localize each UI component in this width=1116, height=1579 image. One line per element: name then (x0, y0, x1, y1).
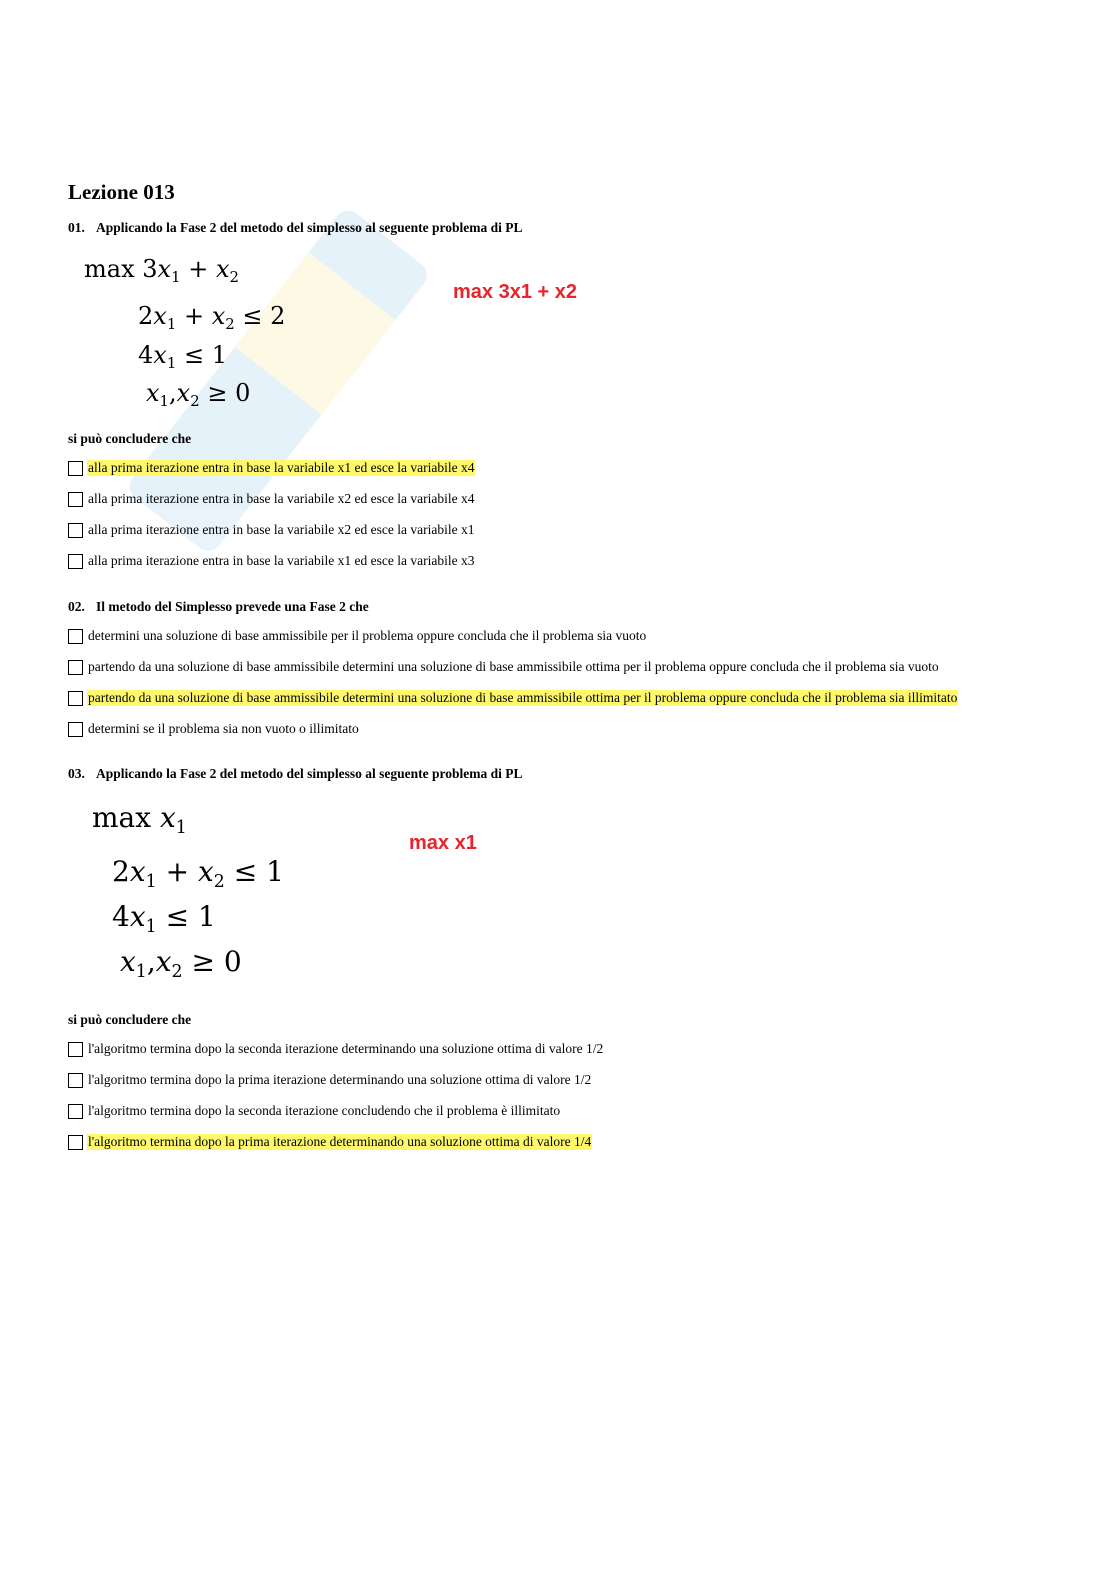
question-2-number: 02. (68, 599, 85, 614)
question-2-heading (68, 599, 369, 615)
question-3-number: 03. (68, 766, 85, 781)
q3-constraint-2: $4x_1 \le 1$ (112, 900, 216, 938)
question-1-number: 01. (68, 220, 85, 235)
q3-constraint-3: $x_1,x_2 \ge 0$ (120, 945, 242, 983)
question-3-heading (68, 766, 523, 782)
checkbox[interactable] (68, 554, 83, 569)
q3-constraint-1: $2x_1 + x_2 \le 1$ (112, 855, 284, 893)
q1-option-4[interactable]: alla prima iterazione entra in base la variabile x1 ed esce la variabile x3 (68, 551, 475, 571)
question-1-heading (68, 220, 523, 236)
question-3-text: Applicando la Fase 2 del metodo del simplesso al seguente problema di PL (96, 766, 523, 781)
q1-option-2[interactable]: alla prima iterazione entra in base la variabile x2 ed esce la variabile x4 (68, 489, 475, 509)
page-title: Lezione 013 (68, 180, 175, 204)
checkbox[interactable] (68, 1104, 83, 1119)
checkbox[interactable] (68, 629, 83, 644)
question-1-text: Applicando la Fase 2 del metodo del simplesso al seguente problema di PL (96, 220, 523, 235)
checkbox[interactable] (68, 660, 83, 675)
q1-option-3[interactable]: alla prima iterazione entra in base la variabile x2 ed esce la variabile x1 (68, 520, 475, 540)
checkbox[interactable] (68, 1073, 83, 1088)
q1-conclude-label: si può concludere che (68, 431, 192, 446)
q1-constraint-2: $4x_1 \le 1$ (138, 341, 227, 373)
q3-option-1[interactable]: l'algoritmo termina dopo la seconda iterazione determinando una soluzione ottima di valore 1/2 (68, 1039, 604, 1059)
q3-option-4[interactable]: l'algoritmo termina dopo la prima iterazione determinando una soluzione ottima di valore 1/4 (68, 1132, 592, 1152)
q2-option-4[interactable]: determini se il problema sia non vuoto o illimitato (68, 719, 360, 739)
q3-annotation: max x1 (409, 832, 477, 854)
q3-option-2[interactable]: l'algoritmo termina dopo la prima iterazione determinando una soluzione ottima di valore 1/2 (68, 1070, 592, 1090)
checkbox[interactable] (68, 492, 83, 507)
checkbox[interactable] (68, 691, 83, 706)
q1-option-1[interactable]: alla prima iterazione entra in base la variabile x1 ed esce la variabile x4 (68, 458, 475, 478)
q2-option-1[interactable]: determini una soluzione di base ammissibile per il problema oppure concluda che il problema sia vuoto (68, 626, 647, 646)
q2-option-3[interactable]: partendo da una soluzione di base ammissibile determini una soluzione di base ammissibile ottima per il problema oppure concluda che il problema sia illimitato (68, 688, 958, 708)
q1-constraint-1: $2x_1 + x_2 \le 2$ (138, 302, 286, 334)
q3-option-3[interactable]: l'algoritmo termina dopo la seconda iterazione concludendo che il problema è illimitato (68, 1101, 561, 1121)
watermark-logo (80, 170, 500, 610)
checkbox[interactable] (68, 523, 83, 538)
question-2-text: Il metodo del Simplesso prevede una Fase 2 che (96, 599, 369, 614)
checkbox[interactable] (68, 1042, 83, 1057)
checkbox[interactable] (68, 722, 83, 737)
checkbox[interactable] (68, 1135, 83, 1150)
checkbox[interactable] (68, 461, 83, 476)
q1-objective: $\max 3x_1 + x_2$ (84, 255, 239, 287)
q1-annotation: max 3x1 + x2 (453, 281, 577, 303)
q1-constraint-3: $x_1,x_2 \ge 0$ (146, 379, 251, 411)
q3-objective: $\max x_1$ (92, 801, 187, 839)
q2-option-2[interactable]: partendo da una soluzione di base ammissibile determini una soluzione di base ammissibile ottima per il problema oppure concluda che il problema sia vuoto (68, 657, 940, 677)
q3-conclude-label: si può concludere che (68, 1012, 192, 1027)
